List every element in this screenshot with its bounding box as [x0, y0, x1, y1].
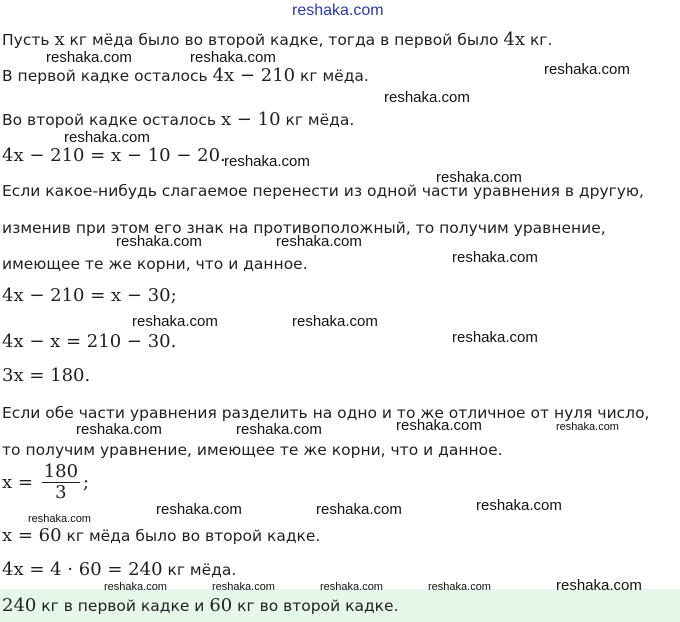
line-13-fraction: x = $\frac{180}{3}$ ; [2, 461, 90, 503]
watermark: reshaka.com [224, 153, 310, 170]
line-11-rule: Если обе части уравнения разделить на одно и то же отличное от нуля число, [2, 404, 650, 422]
line-14: x = 60 кг мёда было во второй кадке. [2, 525, 321, 546]
watermark: reshaka.com [556, 421, 619, 433]
watermark: reshaka.com [236, 421, 322, 438]
line-8-equation: 4x − 210 = x − 30; [2, 285, 177, 306]
line-4-equation: 4x − 210 = x − 10 − 20. [2, 145, 226, 166]
watermark: reshaka.com [132, 313, 218, 330]
fraction: $\frac{180}{3}$ [43, 461, 79, 503]
line-9-equation: 4x − x = 210 − 30. [2, 331, 177, 352]
watermark: reshaka.com [556, 577, 642, 594]
watermark: reshaka.com [156, 501, 242, 518]
watermark: reshaka.com [384, 89, 470, 106]
watermark: reshaka.com [452, 329, 538, 346]
watermark: reshaka.com [64, 129, 150, 146]
watermark: reshaka.com [292, 313, 378, 330]
site-watermark-top[interactable]: reshaka.com [292, 2, 384, 19]
line-7-rule: имеющее те же корни, что и данное. [2, 255, 308, 273]
watermark: reshaka.com [28, 513, 91, 525]
watermark: reshaka.com [276, 233, 362, 250]
watermark: reshaka.com [476, 497, 562, 514]
watermark: reshaka.com [212, 581, 275, 593]
watermark: reshaka.com [396, 417, 482, 434]
watermark: reshaka.com [46, 49, 132, 66]
answer-text: 240 кг в первой кадке и 60 кг во второй кадке. [2, 595, 399, 616]
watermark: reshaka.com [320, 581, 383, 593]
line-1: Пусть x кг мёда было во второй кадке, тогда в первой было 4x кг. [2, 29, 553, 50]
watermark: reshaka.com [452, 249, 538, 266]
watermark: reshaka.com [190, 49, 276, 66]
line-6-rule: изменив при этом его знак на противоположный, то получим уравнение, [2, 219, 606, 237]
line-12-rule: то получим уравнение, имеющее те же корни, что и данное. [2, 441, 503, 459]
line-5-rule: Если какое-нибудь слагаемое перенести из одной части уравнения в другую, [2, 182, 644, 200]
line-10-equation: 3x = 180. [2, 365, 91, 386]
watermark: reshaka.com [436, 169, 522, 186]
line-15: 4x = 4 · 60 = 240 кг мёда. [2, 559, 237, 580]
watermark: reshaka.com [104, 581, 167, 593]
watermark: reshaka.com [316, 501, 402, 518]
watermark: reshaka.com [428, 581, 491, 593]
watermark: reshaka.com [116, 233, 202, 250]
watermark: reshaka.com [76, 421, 162, 438]
line-2: В первой кадке осталось 4x − 210 кг мёда. [2, 65, 369, 86]
watermark: reshaka.com [544, 61, 630, 78]
line-3: Во второй кадке осталось x − 10 кг мёда. [2, 109, 355, 130]
